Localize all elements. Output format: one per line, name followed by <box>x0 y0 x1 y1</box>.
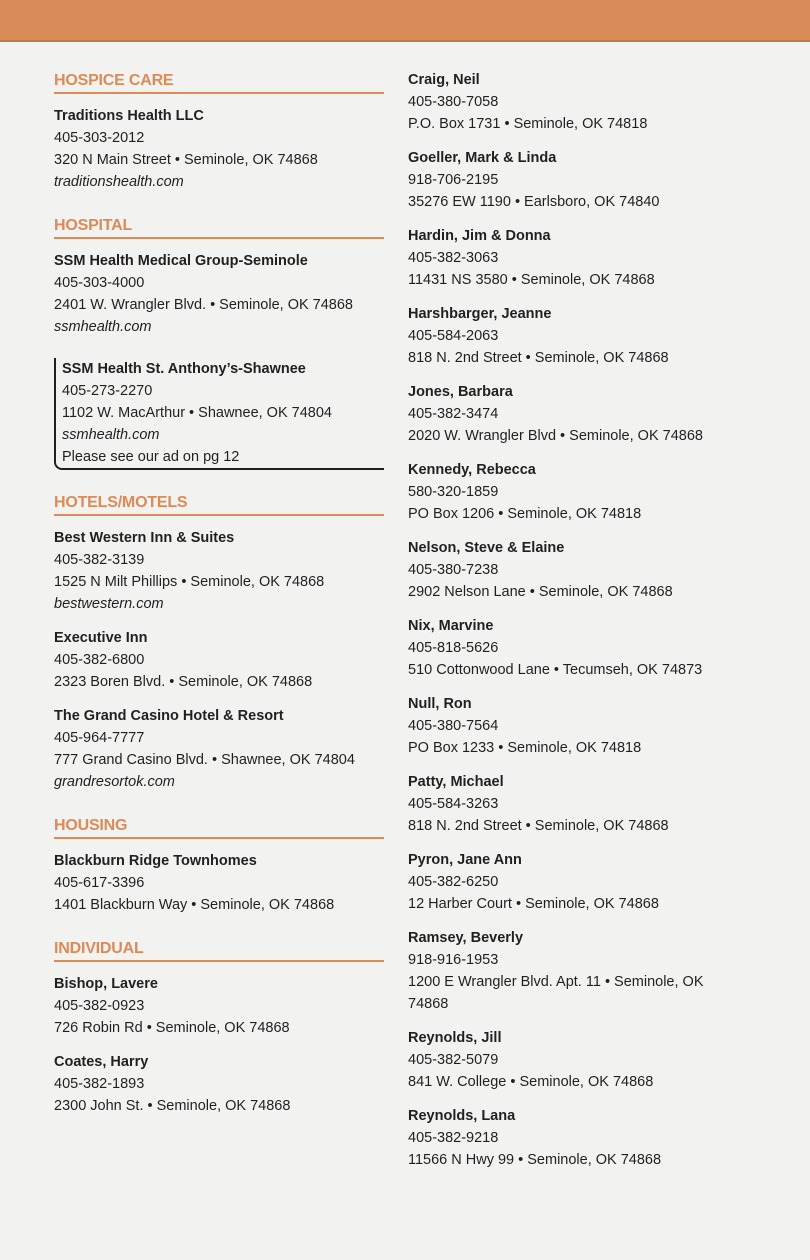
listing-name: Bishop, Lavere <box>54 976 158 992</box>
listing-entry <box>54 627 384 693</box>
listing-entry <box>54 705 384 793</box>
listing-phone: 405-382-1893 <box>54 1076 145 1092</box>
listing-website[interactable]: traditionshealth.com <box>54 174 184 190</box>
listing-entry <box>408 537 708 603</box>
listing-phone: 405-382-6250 <box>408 874 499 890</box>
listing-name: Goeller, Mark & Linda <box>408 150 557 166</box>
listing-phone: 405-380-7058 <box>408 94 499 110</box>
section-housing <box>54 815 384 916</box>
listing-name: Pyron, Jane Ann <box>408 852 522 868</box>
listing-name: Best Western Inn & Suites <box>54 530 235 546</box>
listing-address: 818 N. 2nd Street • Seminole, OK 74868 <box>408 350 669 366</box>
listing-name: Null, Ron <box>408 696 472 712</box>
listing-website[interactable]: ssmhealth.com <box>54 319 152 335</box>
top-banner <box>0 0 810 42</box>
listing-phone: 405-382-6800 <box>54 652 145 668</box>
listing-name: SSM Health St. Anthony’s-Shawnee <box>62 361 306 377</box>
listing-phone: 405-584-3263 <box>408 796 499 812</box>
listing-entry <box>408 381 708 447</box>
listing-entry <box>408 1105 708 1171</box>
listing-entry <box>408 69 708 135</box>
listing-name: Traditions Health LLC <box>54 108 204 124</box>
listing-entry <box>408 693 708 759</box>
listing-name: Patty, Michael <box>408 774 504 790</box>
listing-phone: 405-382-0923 <box>54 998 145 1014</box>
listing-name: Hardin, Jim & Donna <box>408 228 551 244</box>
listing-entry <box>408 1027 708 1093</box>
listing-phone: 405-818-5626 <box>408 640 499 656</box>
listing-entry <box>408 147 708 213</box>
listing-address: 1200 E Wrangler Blvd. Apt. 11 • Seminole, OK 74868 <box>408 974 704 1012</box>
listing-phone: 405-382-3474 <box>408 406 499 422</box>
section-individual <box>54 938 384 1117</box>
listing-note: Please see our ad on pg 12 <box>62 449 240 465</box>
listing-phone: 405-380-7238 <box>408 562 499 578</box>
listing-phone: 405-303-4000 <box>54 275 145 291</box>
listing-address: 510 Cottonwood Lane • Tecumseh, OK 74873 <box>408 662 703 678</box>
section-hospice-care <box>54 70 384 193</box>
listing-entry <box>54 105 384 193</box>
listing-address: 12 Harber Court • Seminole, OK 74868 <box>408 896 659 912</box>
listing-name: Kennedy, Rebecca <box>408 462 536 478</box>
listing-phone: 918-916-1953 <box>408 952 499 968</box>
listing-address: 726 Robin Rd • Seminole, OK 74868 <box>54 1020 290 1036</box>
listing-name: SSM Health Medical Group-Seminole <box>54 253 308 269</box>
listing-website[interactable]: bestwestern.com <box>54 596 164 612</box>
listing-phone: 405-382-5079 <box>408 1052 499 1068</box>
listing-phone: 405-380-7564 <box>408 718 499 734</box>
section-title: HOSPITAL <box>54 215 384 239</box>
listing-address: 818 N. 2nd Street • Seminole, OK 74868 <box>408 818 669 834</box>
listing-address: 1525 N Milt Phillips • Seminole, OK 74868 <box>54 574 325 590</box>
section-title: INDIVIDUAL <box>54 938 384 962</box>
listing-phone: 405-382-3139 <box>54 552 145 568</box>
listing-address: 1401 Blackburn Way • Seminole, OK 74868 <box>54 897 335 913</box>
listing-address: 2401 W. Wrangler Blvd. • Seminole, OK 74868 <box>54 297 353 313</box>
listing-entry <box>408 771 708 837</box>
listing-phone: 405-382-3063 <box>408 250 499 266</box>
listing-name: The Grand Casino Hotel & Resort <box>54 708 284 724</box>
listing-website[interactable]: grandresortok.com <box>54 774 175 790</box>
listing-phone: 405-584-2063 <box>408 328 499 344</box>
listing-address: 2020 W. Wrangler Blvd • Seminole, OK 74868 <box>408 428 703 444</box>
listing-phone: 405-303-2012 <box>54 130 145 146</box>
listing-entry <box>54 1051 384 1117</box>
listing-name: Nix, Marvine <box>408 618 494 634</box>
section-title: HOUSING <box>54 815 384 839</box>
listing-phone: 405-617-3396 <box>54 875 145 891</box>
listing-phone: 405-964-7777 <box>54 730 145 746</box>
listing-phone: 405-382-9218 <box>408 1130 499 1146</box>
listing-address: PO Box 1233 • Seminole, OK 74818 <box>408 740 642 756</box>
listing-entry <box>408 615 708 681</box>
listing-address: 841 W. College • Seminole, OK 74868 <box>408 1074 654 1090</box>
listing-address: 2902 Nelson Lane • Seminole, OK 74868 <box>408 584 673 600</box>
listing-name: Ramsey, Beverly <box>408 930 524 946</box>
listing-address: 11431 NS 3580 • Seminole, OK 74868 <box>408 272 655 288</box>
listing-entry <box>408 927 708 1015</box>
listing-phone: 405-273-2270 <box>62 383 153 399</box>
listing-address: 2323 Boren Blvd. • Seminole, OK 74868 <box>54 674 313 690</box>
listing-name: Reynolds, Jill <box>408 1030 502 1046</box>
section-title: HOSPICE CARE <box>54 70 384 94</box>
section-title: HOTELS/MOTELS <box>54 492 384 516</box>
section-hospital <box>54 215 384 470</box>
listing-name: Nelson, Steve & Elaine <box>408 540 565 556</box>
listing-entry <box>408 459 708 525</box>
listing-address: 35276 EW 1190 • Earlsboro, OK 74840 <box>408 194 660 210</box>
listing-phone: 918-706-2195 <box>408 172 499 188</box>
listing-name: Executive Inn <box>54 630 148 646</box>
listing-entry <box>54 250 384 338</box>
listing-name: Reynolds, Lana <box>408 1108 516 1124</box>
listing-entry <box>54 850 384 916</box>
listing-address: 1102 W. MacArthur • Shawnee, OK 74804 <box>62 405 332 421</box>
listing-phone: 580-320-1859 <box>408 484 499 500</box>
section-hotels-motels <box>54 492 384 793</box>
listing-address: PO Box 1206 • Seminole, OK 74818 <box>408 506 642 522</box>
listing-address: 11566 N Hwy 99 • Seminole, OK 74868 <box>408 1152 662 1168</box>
listing-address: 2300 John St. • Seminole, OK 74868 <box>54 1098 291 1114</box>
listing-name: Jones, Barbara <box>408 384 513 400</box>
listing-name: Harshbarger, Jeanne <box>408 306 552 322</box>
listing-address: 777 Grand Casino Blvd. • Shawnee, OK 74804 <box>54 752 355 768</box>
listing-entry <box>408 303 708 369</box>
listing-website[interactable]: ssmhealth.com <box>62 427 160 443</box>
listing-name: Coates, Harry <box>54 1054 149 1070</box>
right-column <box>408 69 708 1183</box>
listing-entry <box>54 527 384 615</box>
listing-address: 320 N Main Street • Seminole, OK 74868 <box>54 152 318 168</box>
listing-entry <box>54 973 384 1039</box>
featured-listing-box <box>54 358 384 470</box>
left-column <box>54 70 384 1139</box>
listing-address: P.O. Box 1731 • Seminole, OK 74818 <box>408 116 648 132</box>
listing-entry <box>408 849 708 915</box>
listing-entry <box>408 225 708 291</box>
listing-name: Craig, Neil <box>408 72 480 88</box>
listing-name: Blackburn Ridge Townhomes <box>54 853 257 869</box>
